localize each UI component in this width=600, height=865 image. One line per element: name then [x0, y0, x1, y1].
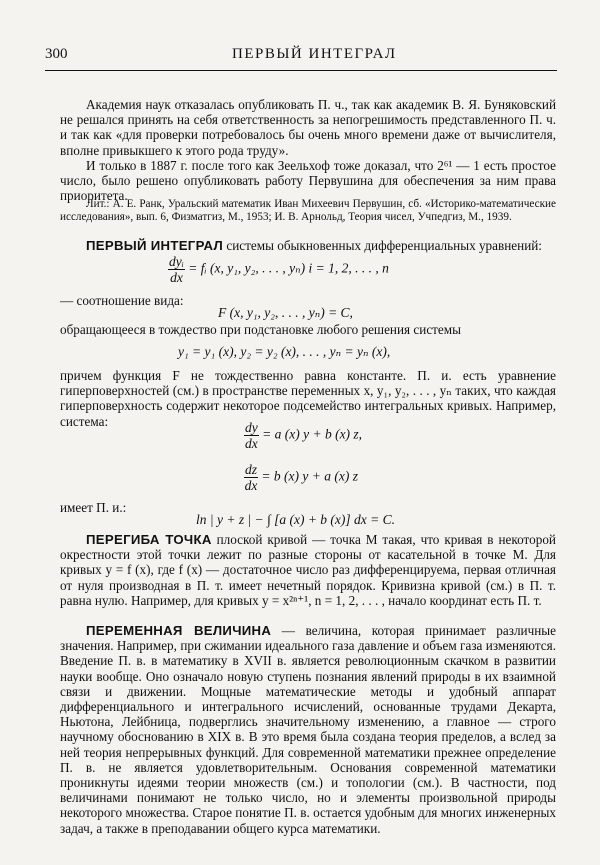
variable-text: — величина, которая принимает различные значения. Например, при сжимании идеального газа давление и объем газа изменяются. Введение П. в. в математику в XVII в. является революционным скачком в развитии науки вообще. Оно означало новую ступень познания явлений природы в их взаимной связи и движении. Мощные математические методы и удобный аппарат дифференциального и интегрального исчислений, основанные трудами Декарта, Ньютона, Лейбница, подверглись значительному изменению, а главное — строго научному обоснованию в XIX в. В это время была создана теория пределов, а вслед за ней теория непрерывных функций. Для современной математики прежнее определение П. в. не является удовлетворительным. Основания современной математики проникнуты идеями теории множеств (см.) и топологии (см.). В частности, под величинами понимают не только число, но и элементы произвольной природы некоторого множества. Старое понятие П. в. остается удобным для многих инженерных задач, а также в преподавании общего курса математики.: [60, 623, 556, 836]
hypersurface-text: причем функция F не тождественно равна константе. П. и. есть уравнение гиперповерхностей (см.) в пространстве переменных x, y₁, y₂, . . . , yₙ таких, что каждая гиперповерхность содержит некоторое подсемейство интегральных кривых. Например, система:: [60, 368, 556, 429]
equation-system: [168, 254, 389, 285]
entry-first-integral: [60, 238, 556, 253]
running-title: ПЕРВЫЙ ИНТЕГРАЛ: [232, 46, 397, 62]
page-number: 300: [45, 46, 68, 62]
paragraph-seelhoff: И только в 1887 г. после того как Зеельхоф тоже доказал, что 2⁶¹ — 1 есть простое число, было решено опубликовать работу Первушина для обеспечения за ним права приоритета.: [60, 158, 556, 204]
entry-heading-first-integral: ПЕРВЫЙ ИНТЕГРАЛ: [86, 238, 224, 253]
equation-dz: [244, 462, 358, 493]
entry-heading-inflection: ПЕРЕГИБА ТОЧКА: [86, 532, 212, 547]
first-integral-intro: системы обыкновенных дифференциальных уравнений:: [223, 238, 542, 253]
fraction-dy-dx: $\frac{dy}{dx}$: [245, 420, 258, 451]
entry-inflection-point: [60, 532, 556, 608]
fraction-dyi-dx: $\frac{\text{dyᵢ}}{dx}$: [169, 254, 184, 285]
has-integral-label: имеет П. и.:: [60, 500, 127, 515]
entry-variable-quantity: [60, 623, 556, 836]
equation-solution: y₁ = y₁ (x), y₂ = y₂ (x), . . . , yₙ = yₙ (x),: [178, 344, 391, 359]
header-rule: [45, 70, 557, 71]
fraction-dz-dx: $\frac{dz}{dx}$: [244, 462, 258, 493]
equation-dy-rhs: = a (x) y + b (x) z,: [262, 426, 363, 442]
equation-dz-rhs: = b (x) y + a (x) z: [261, 468, 358, 484]
relation-label: — соотношение вида:: [60, 293, 184, 308]
identity-text: обращающееся в тождество при подстановке любого решения системы: [60, 322, 461, 337]
inflection-text: плоской кривой — точка M такая, что кривая в некоторой окрестности этой точки лежит по разные стороны от касательной в точке M. Для кривых y = f (x), где f (x) — достаточное число раз дифференцируема, первая отличная от нуля производная в П. т. имеет нечетный порядок. Кривизна кривой (см.) в П. т. равна нулю. Например, для кривых y = x²ⁿ⁺¹, n = 1, 2, . . . , начало координат есть П. т.: [60, 532, 556, 608]
equation-dy: [244, 420, 362, 451]
equation-first-integral: F (x, y₁, y₂, . . . , yₙ) = C,: [218, 305, 353, 320]
paragraph-academy: Академия наук отказалась опубликовать П. ч., так как академик В. Я. Буняковский не решался принять на себя ответственность за непогрешимость представленного П. ч. и так как «для проверки потребовалось бы очень много времени даже от вычислителя, вполне привыкшего к этого рода труду».: [60, 97, 556, 158]
equation-system-rhs: = fᵢ (x, y₁, y₂, . . . , yₙ) i = 1, 2, . . . , n: [188, 260, 389, 276]
literature-note: Лит.: А. Е. Ранк, Уральский математик Иван Михеевич Первушин, сб. «Историко-математические исследования», вып. 6, Физматгиз, М., 1953; И. В. Арнольд, Теория чисел, Учпедгиз, М., 1939.: [60, 198, 556, 223]
equation-log-integral: ln | y + z | − ∫ [a (x) + b (x)] dx = C.: [196, 512, 396, 527]
entry-heading-variable: ПЕРЕМЕННАЯ ВЕЛИЧИНА: [86, 623, 272, 638]
